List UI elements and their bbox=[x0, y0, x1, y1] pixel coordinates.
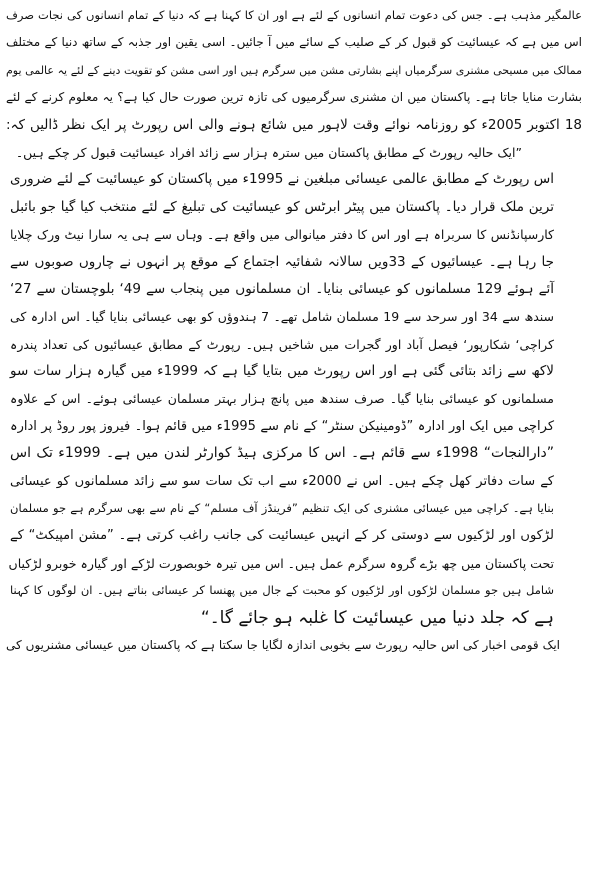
quote-line: ترین ملک قرار دیا۔ پاکستان میں پیٹر ابرٹس کو عیسائیت کی تبلیغ کے لئے منتخب کیا گیا جو بائبل bbox=[10, 198, 554, 215]
text-line: ایک قومی اخبار کی اس حالیہ رپورٹ سے بخوبی اندازہ لگایا جا سکتا ہے کہ پاکستان میں عیسائی مشنریوں کی bbox=[6, 637, 560, 652]
quote-line: ”دارالنجات“ 1998ء سے قائم ہے۔ اس کا مرکزی ہیڈ کوارٹر لندن میں ہے۔ 1999ء تک اس bbox=[10, 445, 554, 462]
quote-line: اس رپورٹ کے مطابق عالمی عیسائی مبلغین نے 1995ء میں پاکستان کو عیسائیت کے لئے ضروری bbox=[10, 171, 554, 188]
text-line: عالمگیر مذہب ہے۔ جس کی دعوت تمام انسانوں کے لئے ہے اور ان کا کہنا ہے کہ دنیا کے تمام انسانوں کی نجات صرف bbox=[6, 8, 582, 22]
quote-line: ہے کہ جلد دنیا میں عیسائیت کا غلبہ ہو جائے گا۔“ bbox=[200, 607, 554, 628]
quote-line: کراچی میں ایک اور ادارہ ”ڈومینیکن سنٹر“ کے نام سے 1995ء میں قائم ہوا۔ فیروز پور روڈ پر ادارہ bbox=[10, 418, 555, 434]
quote-line: کارسپانڈنس کا سربراہ ہے اور اس کا دفتر میانوالی میں واقع ہے۔ وہاں سے ہی یہ سارا نیٹ ورک چلایا bbox=[10, 227, 554, 243]
quote-line: مسلمانوں کو عیسائی بنایا گیا۔ صرف سندھ میں پانچ ہزار بہتر مسلمان عیسائی ہوئے۔ اس کے علاوہ bbox=[10, 391, 554, 407]
quote-line: تحت پاکستان میں چھ بڑے گروہ سرگرم عمل ہیں۔ اس میں تیرہ خوبصورت لڑکے اور گیارہ خوبرو لڑکیاں bbox=[8, 555, 554, 571]
text-line: ممالک میں مسیحی مشنری سرگرمیاں اپنے بشارتی مشن میں سرگرم ہیں اور اسی مشن کو تقویت دینے کے لئے یہ عالمی یوم bbox=[6, 63, 582, 77]
quote-line: آئے ہوئے 129 مسلمانوں کو عیسائی بنایا۔ ان مسلمانوں میں پنجاب سے 49‘ بلوچستان سے 27‘ bbox=[10, 280, 555, 297]
quote-line: لاکھ سے زائد بتائی گئی ہے اور اس رپورٹ میں بتایا گیا ہے کہ 1999ء میں گیارہ ہزار سات سو bbox=[10, 363, 554, 380]
text-line: 18 اکتوبر 2005ء کو روزنامہ نوائے وقت لاہور میں شائع ہونے والی اس رپورٹ پر ایک نظر ڈالیں کہ: bbox=[6, 116, 582, 133]
quote-line: کراچی‘ شکارپور‘ فیصل آباد اور گجرات میں شاخیں ہیں۔ رپورٹ کے مطابق عیسائیوں کی تعداد پندرہ bbox=[10, 336, 554, 352]
text-line: اس میں ہے کہ عیسائیت کو قبول کر کے صلیب کے سائے میں آ جائیں۔ اسی یقین اور جذبہ کے ساتھ دنیا کے مختلف bbox=[6, 35, 582, 50]
quote-line: جا رہا ہے۔ عیسائیوں کے 33ویں سالانہ شفائیہ اجتماع کے موقع پر انہوں نے چاروں صوبوں سے bbox=[10, 253, 555, 270]
quote-line: ”ایک حالیہ رپورٹ کے مطابق پاکستان میں سترہ ہزار سے زائد افراد عیسائیت قبول کر چکے ہیں۔ bbox=[15, 144, 522, 160]
quote-line: کے سات دفاتر کھل چکے ہیں۔ اس نے 2000ء سے اب تک سات سو سے زائد مسلمانوں کو عیسائی bbox=[10, 473, 554, 489]
quote-line: شامل ہیں جو مسلمان لڑکوں اور لڑکیوں کو محبت کے جال میں پھنسا کر عیسائی بناتے ہیں۔ ان لوگوں کا کہنا bbox=[10, 583, 554, 598]
quote-line: سندھ سے 34 اور سرحد سے 19 مسلمان شامل تھے۔ 7 ہندوؤں کو بھی عیسائی بنایا گیا۔ اس ادارہ کی bbox=[10, 309, 554, 325]
text-line: بشارت منایا جاتا ہے۔ پاکستان میں ان مشنری سرگرمیوں کی تازہ ترین صورت حال کیا ہے؟ یہ معلوم کرنے کے لئے bbox=[6, 90, 582, 105]
quote-line: بنایا ہے۔ کراچی میں عیسائی مشنری کی ایک تنظیم ”فرینڈز آف مسلم“ کے نام سے بھی سرگرم ہے جو مسلمان bbox=[10, 501, 554, 516]
quote-line: لڑکوں اور لڑکیوں سے دوستی کر کے انہیں عیسائیت کی جانب راغب کرتی ہے۔ ”مشن امپیکٹ“ کے bbox=[10, 528, 554, 544]
